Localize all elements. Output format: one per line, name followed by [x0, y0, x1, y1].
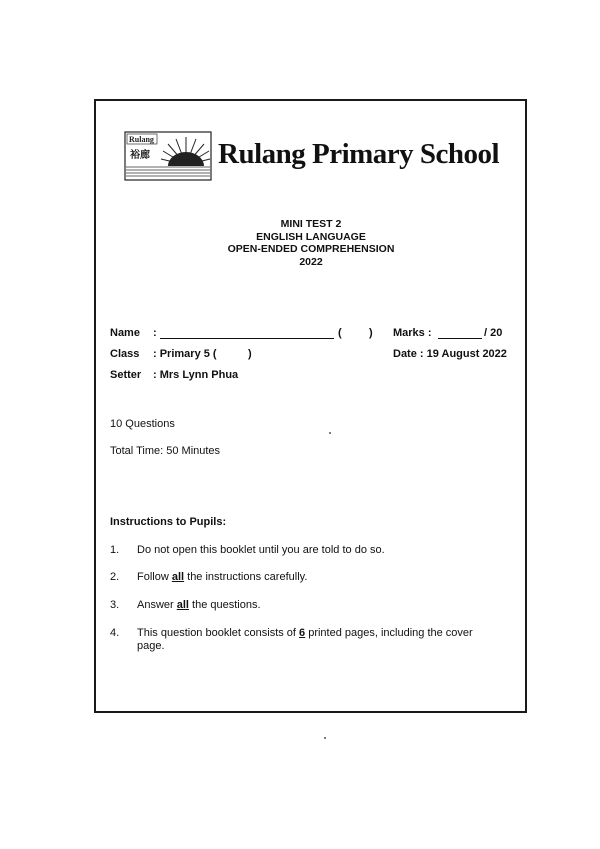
name-paren-open: (	[338, 327, 342, 339]
setter-value: : Mrs Lynn Phua	[153, 369, 239, 381]
instruction-text: Do not open this booklet until you are told to do so.	[137, 544, 385, 556]
instruction-text: Answer all the questions.	[137, 599, 261, 611]
cover-page-border	[94, 99, 527, 713]
logo-text-en: Rulang	[129, 135, 154, 144]
name-label: Name	[110, 327, 140, 339]
scan-speck	[324, 737, 326, 739]
test-title-line4: 2022	[299, 255, 323, 268]
marks-input-line[interactable]	[438, 329, 482, 339]
marks-label: Marks :	[393, 327, 432, 339]
question-count: 10 Questions	[110, 418, 175, 430]
emphasis-all: all	[176, 599, 189, 611]
class-value: : Primary 5 (	[153, 348, 217, 360]
emphasis-all: all	[171, 571, 185, 583]
name-colon: :	[153, 327, 157, 339]
instruction-number: 3.	[110, 599, 120, 611]
test-title-block	[196, 218, 426, 268]
test-title-line3: OPEN-ENDED COMPREHENSION	[227, 243, 395, 255]
marks-total: / 20	[484, 327, 503, 339]
emphasis-page-count: 6	[299, 627, 306, 639]
setter-label: Setter	[110, 369, 142, 381]
instruction-text: Follow all the instructions carefully.	[137, 571, 308, 583]
instructions-title: Instructions to Pupils:	[110, 516, 227, 528]
class-label: Class	[110, 348, 140, 360]
name-paren-close: )	[369, 327, 373, 339]
total-time: Total Time: 50 Minutes	[110, 445, 221, 457]
instruction-text: This question booklet consists of 6 printed pages, including the cover page.	[137, 627, 473, 652]
test-title-line1: MINI TEST 2	[280, 218, 342, 230]
school-logo	[124, 131, 212, 181]
name-input-line[interactable]	[160, 329, 334, 339]
test-date: Date : 19 August 2022	[393, 348, 507, 360]
class-paren-close: )	[248, 348, 252, 360]
test-title-line2: ENGLISH LANGUAGE	[256, 230, 366, 243]
school-name: Rulang Primary School	[218, 138, 500, 170]
instruction-number: 2.	[110, 571, 120, 583]
instruction-number: 4.	[110, 627, 120, 639]
instruction-number: 1.	[110, 544, 120, 556]
scan-speck	[329, 432, 331, 434]
logo-text-zh: 裕廊	[130, 150, 150, 161]
